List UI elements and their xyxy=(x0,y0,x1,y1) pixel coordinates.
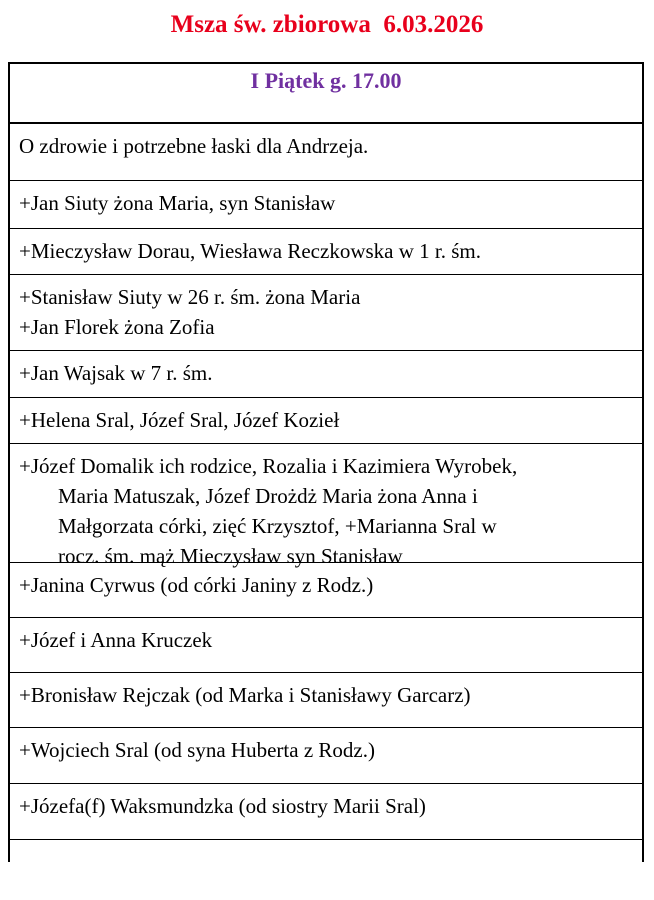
table-row xyxy=(10,181,642,229)
intention-text: +Józefa(f) Waksmundzka (od siostry Marii Sral) xyxy=(19,794,426,818)
document-title: Msza św. zbiorowa 6.03.2026 xyxy=(170,11,484,38)
table-row xyxy=(10,229,642,275)
intentions-table xyxy=(8,62,644,862)
mass-time-header: I Piątek g. 17.00 xyxy=(250,68,402,93)
table-row xyxy=(10,728,642,784)
table-row xyxy=(10,275,642,351)
intention-text: +Józef Domalik ich rodzice, Rozalia i Kazimiera Wyrobek, xyxy=(19,454,518,478)
intention-text: rocz. śm. mąż Mieczysław syn Stanisław xyxy=(58,544,403,568)
intention-text: +Jan Siuty żona Maria, syn Stanisław xyxy=(19,191,336,215)
intention-text: Małgorzata córki, zięć Krzysztof, +Marianna Sral w xyxy=(58,514,497,538)
table-row xyxy=(10,351,642,398)
intention-text: +Jan Wajsak w 7 r. śm. xyxy=(19,361,213,385)
table-row xyxy=(10,398,642,444)
intention-text: +Helena Sral, Józef Sral, Józef Kozieł xyxy=(19,408,340,432)
intention-text: +Bronisław Rejczak (od Marka i Stanisławy Garcarz) xyxy=(19,683,471,707)
intention-text: +Jan Florek żona Zofia xyxy=(19,315,215,339)
table-row xyxy=(10,444,642,568)
table-row xyxy=(10,124,642,181)
table-row xyxy=(10,673,642,728)
intention-text: +Józef i Anna Kruczek xyxy=(19,628,213,652)
intention-text: +Mieczysław Dorau, Wiesława Reczkowska w 1 r. śm. xyxy=(19,239,481,263)
intention-text: +Janina Cyrwus (od córki Janiny z Rodz.) xyxy=(19,573,374,597)
intention-text: +Wojciech Sral (od syna Huberta z Rodz.) xyxy=(19,738,375,762)
table-row xyxy=(10,618,642,673)
table-row xyxy=(10,784,642,840)
table-row xyxy=(10,563,642,618)
table-header-row xyxy=(10,64,642,124)
intention-text: Maria Matuszak, Józef Drożdż Maria żona Anna i xyxy=(58,484,478,508)
intention-text: O zdrowie i potrzebne łaski dla Andrzeja. xyxy=(19,134,369,158)
intention-text: +Stanisław Siuty w 26 r. śm. żona Maria xyxy=(19,285,361,309)
table-row xyxy=(10,840,642,900)
